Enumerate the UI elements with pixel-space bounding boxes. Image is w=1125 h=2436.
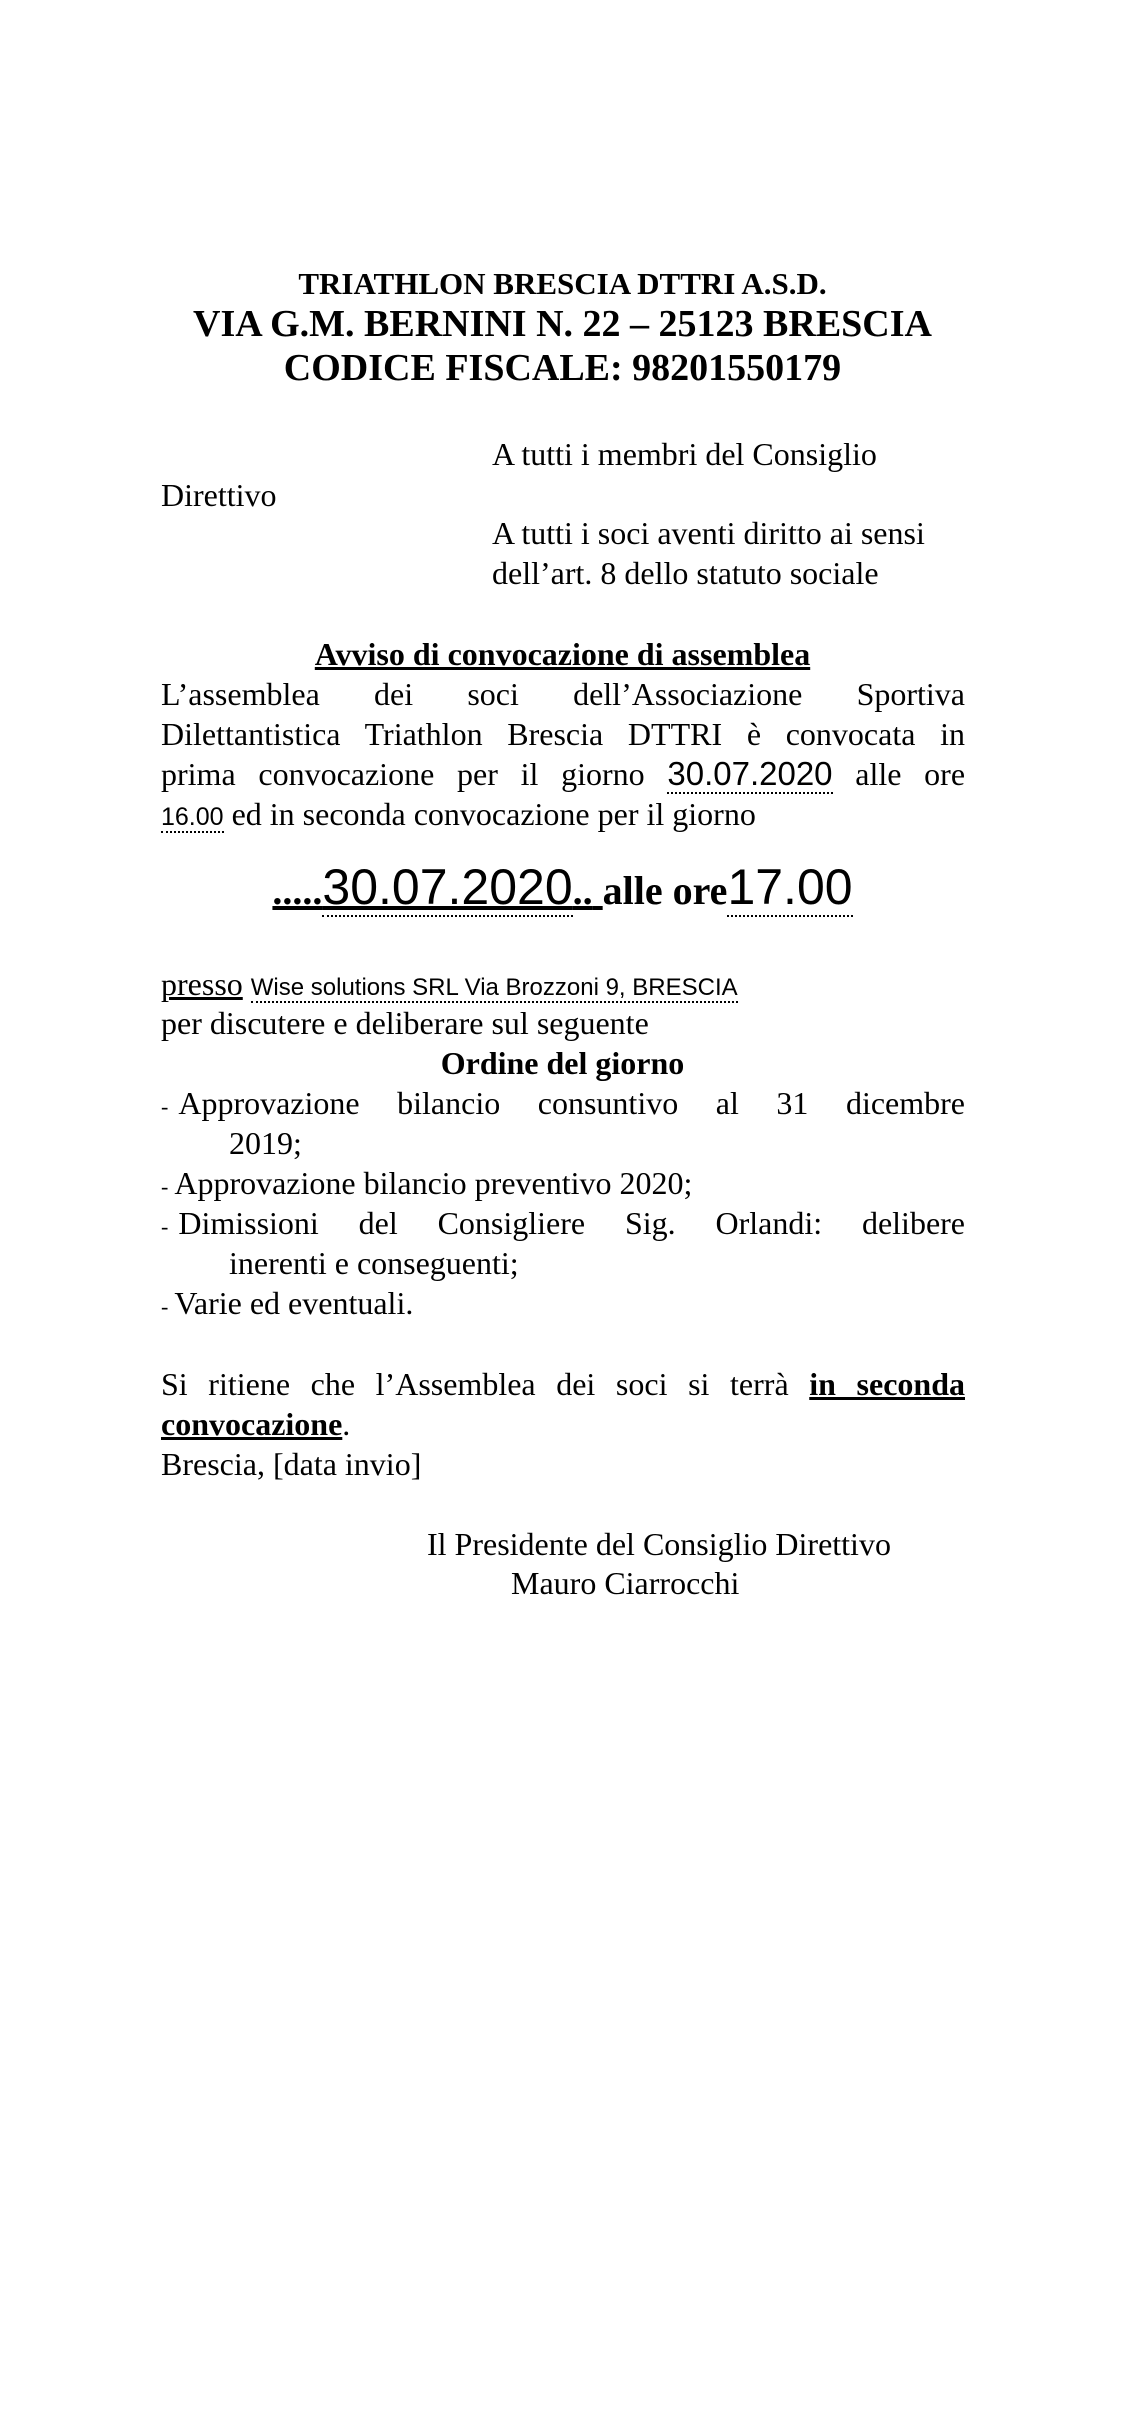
first-convocation-date[interactable]: 30.07.2020	[667, 755, 833, 792]
discuss-line: per discutere e deliberare sul seguente	[161, 1005, 649, 1041]
bullet-dash: -	[161, 1173, 169, 1199]
agenda-item-3-text: Dimissioni del Consigliere Sig. Orlandi: delibere	[178, 1205, 965, 1241]
second-convocation-date[interactable]: 30.07.2020	[322, 859, 573, 915]
place-date: Brescia, [data invio]	[161, 1446, 422, 1482]
closing-emphasis-1: in seconda	[809, 1366, 965, 1402]
meeting-location[interactable]: Wise solutions SRL Via Brozzoni 9, BRESCIA	[250, 974, 738, 1001]
second-convocation-time[interactable]: 17.00	[727, 859, 853, 915]
notice-paragraph	[161, 674, 965, 834]
agenda-item-2-text: Approvazione bilancio preventivo 2020;	[174, 1165, 693, 1201]
agenda-item-3-line-2: inerenti e conseguenti;	[229, 1245, 519, 1281]
agenda-item-4-text: Varie ed eventuali.	[174, 1285, 414, 1321]
paragraph-line-4-text: ed in seconda convocazione per il giorno	[231, 796, 756, 832]
notice-title-text: Avviso di convocazione di assemblea	[314, 636, 811, 672]
dots-before: .....	[272, 868, 323, 913]
paragraph-line-1: L’assemblea dei soci dell’Associazione Sportiva	[161, 676, 965, 712]
closing-line-1	[161, 1364, 965, 1404]
agenda-item-4-line-1	[161, 1283, 965, 1323]
org-name: TRIATHLON BRESCIA DTTRI A.S.D.	[298, 266, 827, 301]
dots-after: ..	[572, 868, 593, 913]
agenda-item-2	[161, 1163, 965, 1203]
paragraph-line-2: Dilettantistica Triathlon Brescia DTTRI è convocata in	[161, 716, 965, 752]
bullet-dash: -	[161, 1213, 169, 1239]
bullet-dash: -	[161, 1293, 169, 1319]
agenda-item-2-line-1	[161, 1163, 965, 1203]
location-label: presso	[161, 966, 243, 1002]
paragraph-line-3-end: alle ore	[855, 756, 966, 792]
signature-role: Il Presidente del Consiglio Direttivo	[427, 1526, 891, 1562]
second-convocation-line	[0, 858, 1125, 916]
closing-line-1-text: Si ritiene che l’Assemblea dei soci si terrà	[161, 1366, 789, 1402]
second-date-group	[272, 859, 602, 915]
second-time-label: alle ore	[602, 868, 728, 913]
agenda-item-1-line-2: 2019;	[229, 1125, 302, 1161]
agenda-item-1-text: Approvazione bilancio consuntivo al 31 dicembre	[178, 1085, 965, 1121]
recipient-line-4: dell’art. 8 dello statuto sociale	[492, 555, 879, 591]
paragraph-line-3	[161, 754, 965, 794]
agenda-item-1	[161, 1083, 965, 1163]
first-convocation-time[interactable]: 16.00	[161, 803, 224, 831]
notice-title	[0, 634, 1125, 674]
recipient-line-3: A tutti i soci aventi diritto ai sensi	[492, 515, 925, 551]
agenda-item-3	[161, 1203, 965, 1283]
fiscal-code: CODICE FISCALE: 98201550179	[283, 347, 842, 389]
closing-emphasis-2: convocazione	[161, 1406, 343, 1442]
closing-paragraph	[161, 1364, 965, 1444]
recipient-line-1: A tutti i membri del Consiglio	[492, 436, 877, 472]
agenda-title: Ordine del giorno	[440, 1045, 685, 1081]
recipient-line-2: Direttivo	[161, 477, 277, 513]
bullet-dash: -	[161, 1093, 169, 1119]
closing-line-2	[161, 1404, 965, 1444]
agenda-item-4	[161, 1283, 965, 1323]
agenda-item-1-line-1	[161, 1083, 965, 1123]
signature-name: Mauro Ciarrocchi	[511, 1565, 740, 1601]
closing-period: .	[342, 1406, 351, 1442]
paragraph-line-3-start: prima convocazione per il giorno	[161, 756, 645, 792]
paragraph-line-4	[161, 794, 965, 834]
org-address: VIA G.M. BERNINI N. 22 – 25123 BRESCIA	[193, 303, 932, 345]
location-line	[161, 964, 738, 1008]
agenda-item-3-line-1	[161, 1203, 965, 1243]
